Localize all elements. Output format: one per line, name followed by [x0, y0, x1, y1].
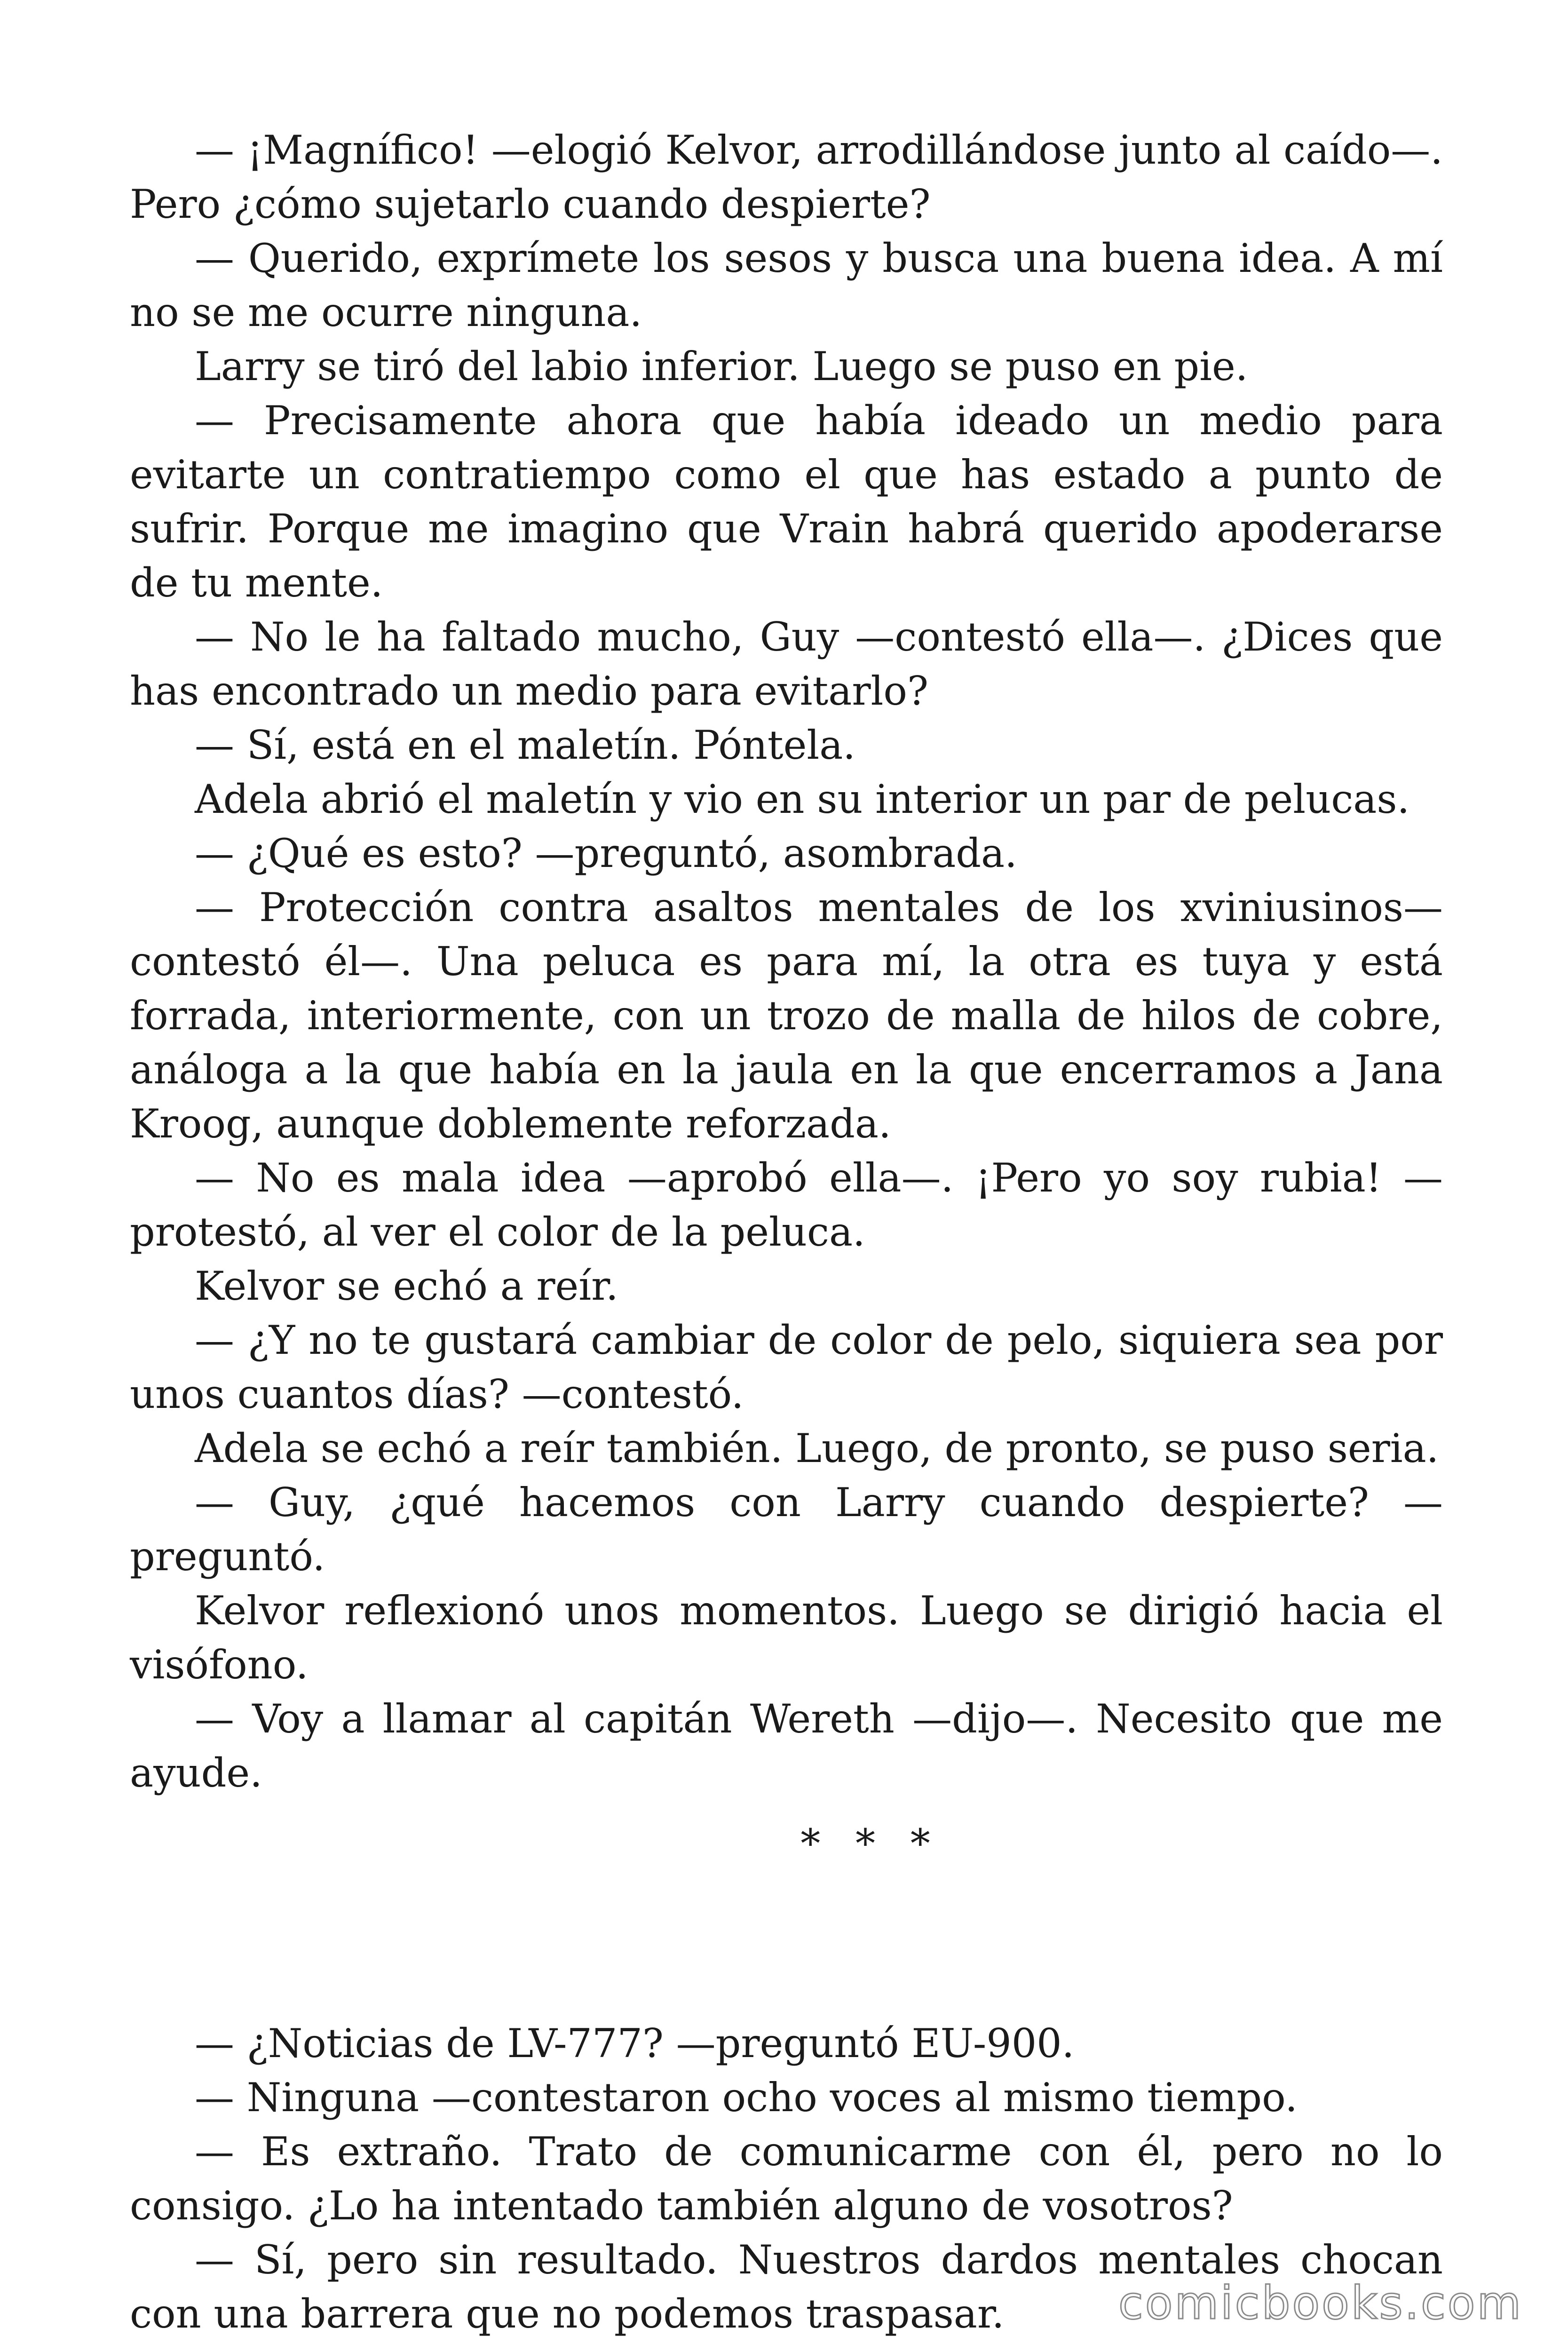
paragraph: — No le ha faltado mucho, Guy —contestó ella—. ¿Dices que has encontrado un medio para evitarlo?	[130, 614, 1443, 714]
paragraph: — Ninguna —contestaron ocho voces al mismo tiempo.	[195, 2074, 1298, 2121]
paragraph: — Voy a llamar al capitán Wereth —dijo—. Necesito que me ayude.	[130, 1696, 1443, 1796]
paragraph: Adela abrió el maletín y vio en su interior un par de pelucas.	[195, 776, 1410, 822]
paragraph: — Es extraño. Trato de comunicarme con él, pero no lo consigo. ¿Lo ha intentado también alguno de vosotros?	[130, 2129, 1443, 2229]
paragraph: Kelvor reflexionó unos momentos. Luego se dirigió hacia el visófono.	[130, 1588, 1443, 1688]
paragraph: — Protección contra asaltos mentales de los xviniusinos— contestó él—. Una peluca es para mí, la otra es tuya y está forrada, interiormente, con un trozo de malla de hilos de cobre, análoga a la que había en la jaula en la que encerramos a Jana Kroog, aunque doblemente reforzada.	[130, 884, 1443, 1147]
paragraph: — ¿Y no te gustará cambiar de color de pelo, siquiera sea por unos cuantos días? —contestó.	[130, 1317, 1443, 1417]
paragraph: — ¿Qué es esto? —preguntó, asombrada.	[195, 830, 1017, 876]
paragraph: Adela se echó a reír también. Luego, de pronto, se puso seria.	[195, 1425, 1439, 1471]
paragraph: — No es mala idea —aprobó ella—. ¡Pero yo soy rubia! — protestó, al ver el color de la peluca.	[130, 1155, 1443, 1255]
paragraph: Kelvor se echó a reír.	[195, 1263, 618, 1309]
paragraph: — Precisamente ahora que había ideado un medio para evitarte un contratiempo como el que has estado a punto de sufrir. Porque me imagino que Vrain habrá querido apoderarse de tu mente.	[130, 397, 1443, 606]
paragraph: — Sí, pero sin resultado. Nuestros dardos mentales chocan con una barrera que no podemos traspasar.	[130, 2237, 1443, 2337]
page-text	[130, 123, 1443, 2341]
paragraph: — Sí, está en el maletín. Póntela.	[195, 722, 855, 768]
paragraph: — Querido, exprímete los sesos y busca una buena idea. A mí no se me ocurre ninguna.	[130, 235, 1443, 335]
paragraph: — ¡Magnífico! —elogió Kelvor, arrodillándose junto al caído—. Pero ¿cómo sujetarlo cuando despierte?	[130, 127, 1443, 227]
section-separator: * * *	[800, 1820, 942, 1867]
paragraph: — Guy, ¿qué hacemos con Larry cuando despierte? —preguntó.	[130, 1479, 1443, 1580]
watermark: comicbooks.com	[1118, 2277, 1523, 2329]
paragraph: Larry se tiró del labio inferior. Luego se puso en pie.	[195, 343, 1248, 389]
paragraph: — ¿Noticias de LV-777? —preguntó EU-900.	[195, 2020, 1075, 2066]
